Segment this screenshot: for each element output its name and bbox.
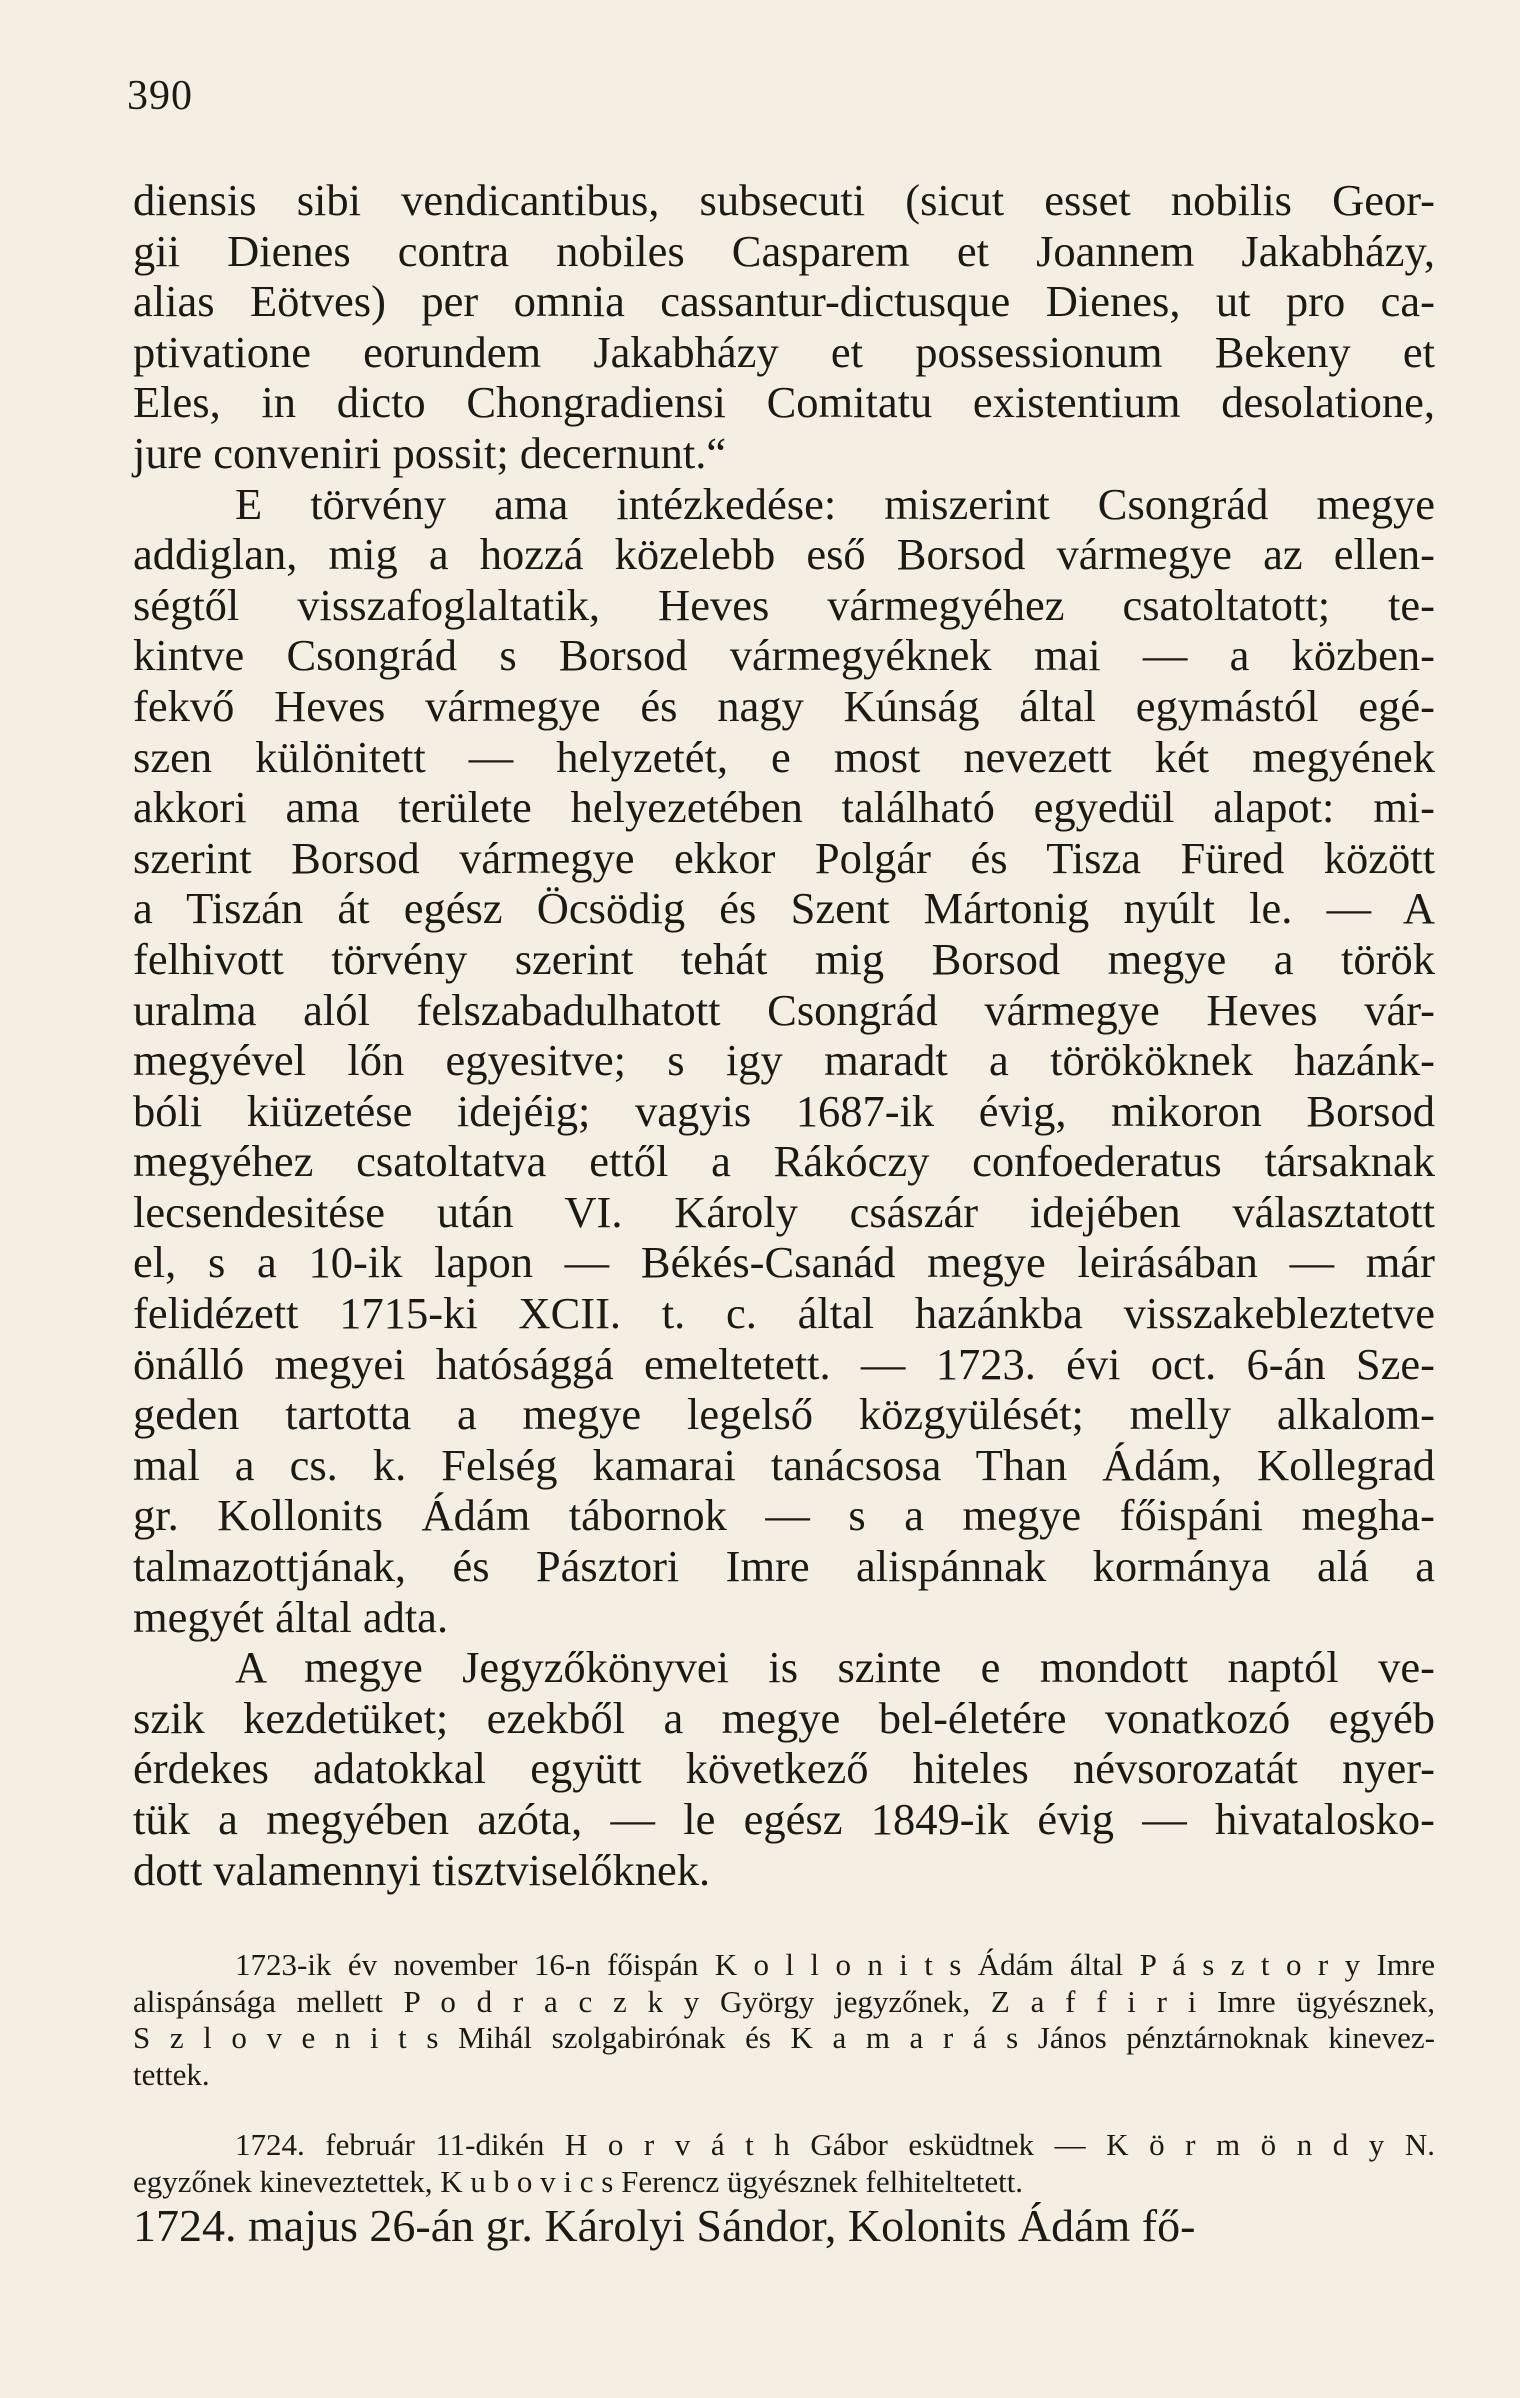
text-line: talmazottjának, és Pásztori Imre alispánnak kormánya alá a bbox=[133, 1541, 1435, 1592]
text-line: 1724. majus 26-án gr. Károlyi Sándor, Kolonits Ádám fő- bbox=[133, 2200, 1196, 2251]
text-line: fekvő Heves vármegye és nagy Kúnság által egymástól egé- bbox=[133, 680, 1435, 731]
text-line: ségtől visszafoglaltatik, Heves vármegyéhez csatoltatott; te- bbox=[133, 579, 1435, 630]
text-line: A megye Jegyzőkönyvei is szinte e mondott naptól ve- bbox=[235, 1642, 1435, 1693]
text-line: szik kezdetüket; ezekből a megye bel-életére vonatkozó egyéb bbox=[133, 1692, 1435, 1743]
text-line: kintve Csongrád s Borsod vármegyéknek mai — a közben- bbox=[133, 630, 1435, 681]
small-text-line: S z l o v e n i t s Mihál szolgabirónak és K a m a r á s János pénztárnoknak kinevez- bbox=[133, 2020, 1435, 2055]
text-line: szen különitett — helyzetét, e most nevezett két megyének bbox=[133, 731, 1435, 782]
page-number: 390 bbox=[127, 73, 193, 119]
small-entry bbox=[133, 2127, 1435, 2200]
text-line: Eles, in dicto Chongradiensi Comitatu existentium desolatione, bbox=[133, 377, 1435, 428]
text-line: felidézett 1715-ki XCII. t. c. által hazánkba visszakebleztetve bbox=[133, 1288, 1435, 1339]
small-text-line: tettek. bbox=[133, 2056, 210, 2092]
main-text-block bbox=[133, 175, 1435, 1895]
text-line: a Tiszán át egész Öcsödig és Szent Mártonig nyúlt le. — A bbox=[133, 883, 1435, 934]
text-line: önálló megyei hatósággá emeltetett. — 1723. évi oct. 6-án Sze- bbox=[133, 1338, 1435, 1389]
small-text-line: alispánsága mellett P o d r a c z k y György jegyzőnek, Z a f f i r i Imre ügyésznek, bbox=[133, 1983, 1435, 2019]
small-text-line: 1723-ik év november 16-n főispán K o l l o n i t s Ádám által P á s z t o r y Imre bbox=[235, 1947, 1435, 1982]
small-entry bbox=[133, 1947, 1435, 2093]
text-line: akkori ama területe helyezetében található egyedül alapot: mi- bbox=[133, 782, 1435, 833]
small-print-entries bbox=[133, 1947, 1435, 2200]
text-line: megyét által adta. bbox=[133, 1591, 449, 1642]
final-text-line bbox=[133, 2200, 1435, 2252]
text-line: jure conveniri possit; decernunt.“ bbox=[133, 427, 727, 478]
small-text-line: 1724. február 11-dikén H o r v á t h Gábor esküdtnek — K ö r m ö n d y N. bbox=[235, 2127, 1435, 2162]
text-line: szerint Borsod vármegye ekkor Polgár és Tisza Füred között bbox=[133, 832, 1435, 883]
text-line: ptivatione eorundem Jakabházy et possessionum Bekeny et bbox=[133, 326, 1435, 377]
text-line: uralma alól felszabadulhatott Csongrád vármegye Heves vár- bbox=[133, 984, 1435, 1035]
text-line: gii Dienes contra nobiles Casparem et Joannem Jakabházy, bbox=[133, 225, 1435, 276]
text-line: addiglan, mig a hozzá közelebb eső Borsod vármegye az ellen- bbox=[133, 529, 1435, 580]
text-line: mal a cs. k. Felség kamarai tanácsosa Than Ádám, Kollegrad bbox=[133, 1439, 1435, 1490]
text-line: felhivott törvény szerint tehát mig Borsod megye a török bbox=[133, 933, 1435, 984]
text-line: gr. Kollonits Ádám tábornok — s a megye főispáni megha- bbox=[133, 1490, 1435, 1541]
small-text-line: egyzőnek kineveztettek, K u b o v i c s Ferencz ügyésznek felhiteltetett. bbox=[133, 2163, 1024, 2199]
text-line: bóli kiüzetése idejéig; vagyis 1687-ik évig, mikoron Borsod bbox=[133, 1085, 1435, 1136]
text-line: el, s a 10-ik lapon — Békés-Csanád megye leirásában — már bbox=[133, 1237, 1435, 1288]
text-line: érdekes adatokkal együtt következő hiteles névsorozatát nyer- bbox=[133, 1743, 1435, 1794]
text-line: dott valamennyi tisztviselőknek. bbox=[133, 1844, 711, 1895]
text-line: E törvény ama intézkedése: miszerint Csongrád megye bbox=[235, 478, 1435, 529]
text-line: geden tartotta a megye legelső közgyülését; melly alkalom- bbox=[133, 1389, 1435, 1440]
entry-gap bbox=[133, 2093, 1435, 2127]
text-line: tük a megyében azóta, — le egész 1849-ik évig — hivatalosko- bbox=[133, 1794, 1435, 1844]
text-line: diensis sibi vendicantibus, subsecuti (sicut esset nobilis Geor- bbox=[133, 175, 1435, 225]
text-line: megyéhez csatoltatva ettől a Rákóczy confoederatus társaknak bbox=[133, 1136, 1435, 1187]
text-line: megyével lőn egyesitve; s igy maradt a törököknek hazánk- bbox=[133, 1035, 1435, 1086]
text-line: lecsendesitése után VI. Károly császár idejében választatott bbox=[133, 1186, 1435, 1237]
text-line: alias Eötves) per omnia cassantur-dictusque Dienes, ut pro ca- bbox=[133, 276, 1435, 327]
